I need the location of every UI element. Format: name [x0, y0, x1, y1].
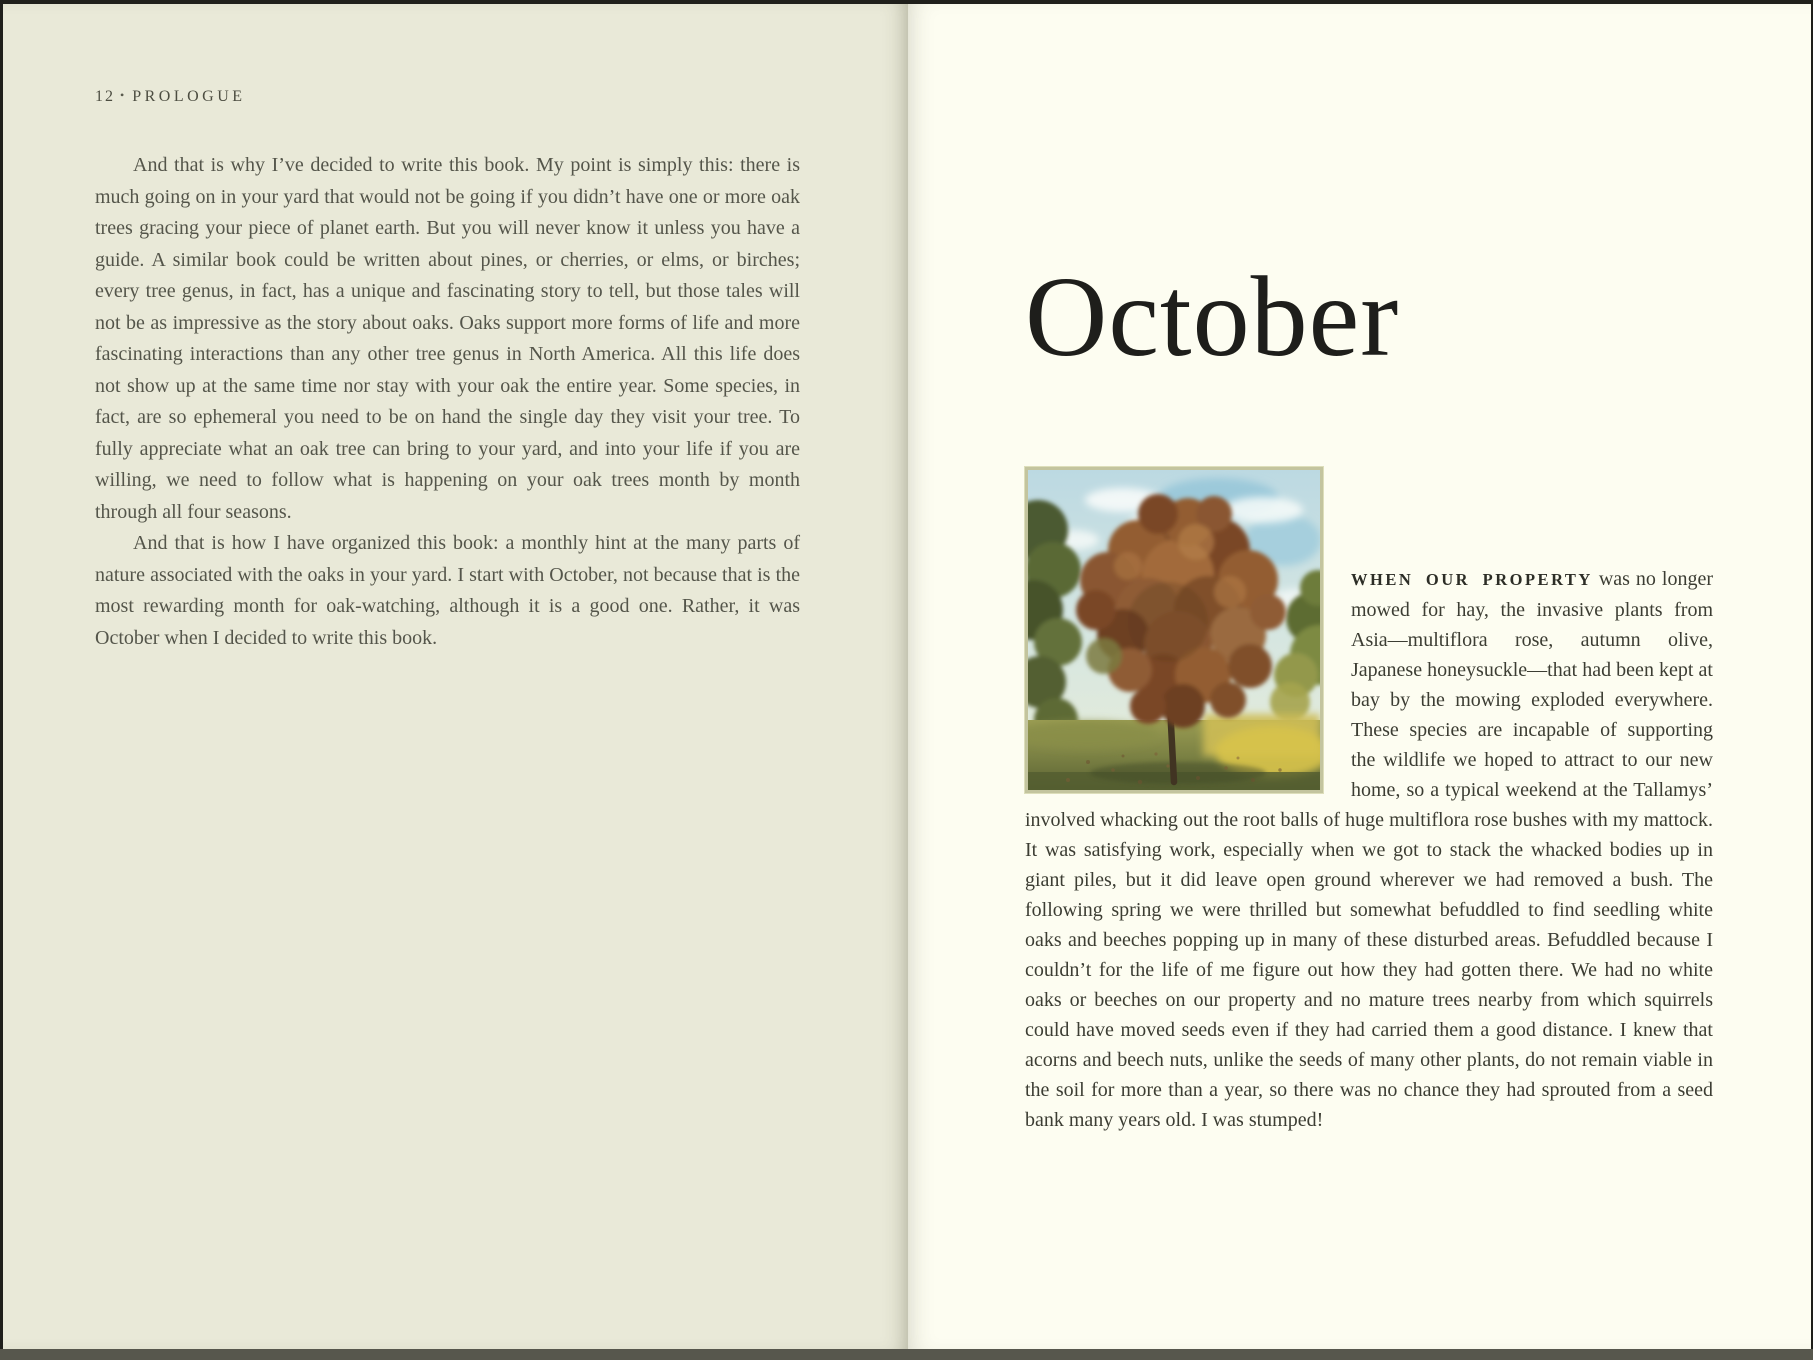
- scan-edge-band: [0, 1349, 1813, 1360]
- page-right: [908, 4, 1811, 1349]
- running-header: [95, 88, 908, 106]
- chapter-title: October: [1025, 253, 1400, 380]
- prologue-paragraph: And that is why I’ve decided to write this book. My point is simply this: there is much going on in your yard that would not be going if you didn’t have one or more oak trees gracing your piece of planet earth. But you will never know it unless you have a guide. A similar book could be written about pines, or cherries, or elms, or birches; every tree genus, in fact, has a unique and fascinating story to tell, but those tales will not be as impressive as the story about oaks. Oaks support more forms of life and more fascinating interactions than any other tree genus in North America. All this life does not show up at the same time nor stay with your oak the entire year. Some species, in fact, are so ephemeral you need to be on hand the single day they visit your tree. To fully appreciate what an oak tree can bring to your yard, and into your life if you are willing, we need to follow what is happening on your oak trees month by month through all four seasons.: [95, 154, 800, 523]
- header-separator-dot: •: [120, 88, 125, 102]
- page-number: 12: [95, 88, 115, 105]
- section-title: PROLOGUE: [132, 88, 246, 105]
- smallcaps-lede: WHEN OUR PROPERTY: [1351, 570, 1593, 589]
- prologue-text-block: [95, 150, 800, 654]
- page-left: [3, 4, 908, 1349]
- tree-photo-illustration: [1028, 470, 1320, 790]
- opening-text: was no longer mowed for hay, the invasive plants from Asia—multiflora rose, autumn olive, Japanese honeysuckle—that had been kept at bay by the mowing exploded everywhere. These species are incapable of supporting the wildlife we hoped to attract to our new home, so a typical weekend at the Tallamys’ involved whacking out the root balls of huge multiflora rose bushes with my mattock. It was satisfying work, especially when we got to stack the whacked bodies up in giant piles, but it did leave open ground wherever we had removed a bush. The following spring we were thrilled but somewhat befuddled to find seedling white oaks and beeches popping up in many of these disturbed areas. Befuddled because I couldn’t for the life of me figure out how they had gotten there. We had no white oaks or beeches on our property and no mature trees nearby from which squirrels could have moved seeds even if they had carried them a good distance. I knew that acorns and beech nuts, unlike the seeds of many other plants, do not remain viable in the soil for more than a year, so there was no chance they had sprouted from a seed bank many years old. I was stumped!: [1025, 568, 1713, 1131]
- prologue-paragraph: And that is how I have organized this book: a monthly hint at the many parts of nature associated with the oaks in your yard. I start with October, not because that is the most rewarding month for oak-watching, although it is a good one. Rather, it was October when I decided to write this book.: [95, 532, 800, 649]
- october-tree-photo: [1025, 467, 1323, 793]
- book-spread: [3, 4, 1811, 1349]
